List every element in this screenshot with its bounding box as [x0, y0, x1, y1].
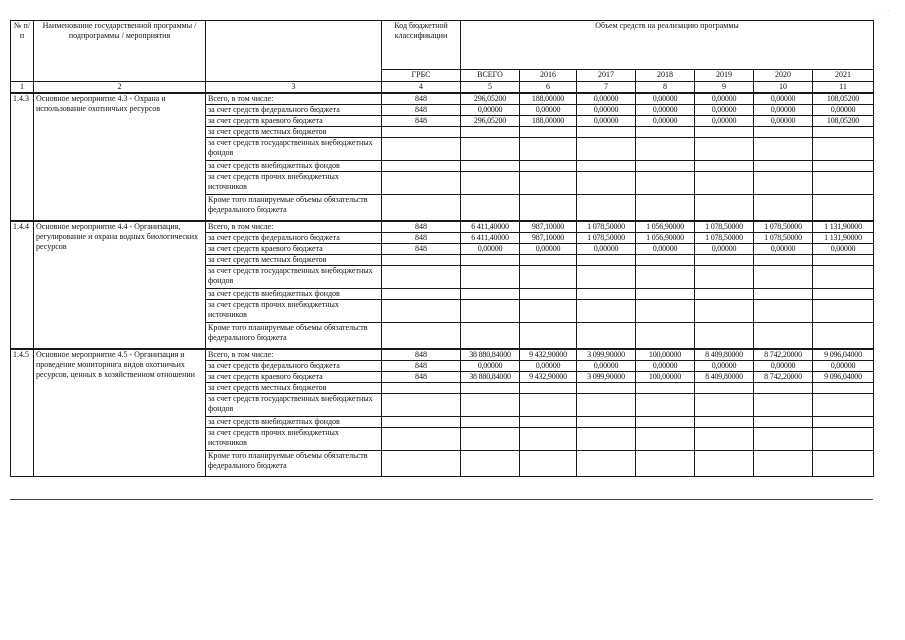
column-number: 3: [206, 82, 382, 94]
amount-cell: 0,00000: [577, 244, 636, 255]
amount-cell: [577, 451, 636, 477]
column-number: 1: [11, 82, 34, 94]
amount-cell: 9 432,90000: [520, 349, 577, 361]
amount-cell: [520, 266, 577, 289]
amount-cell: 0,00000: [520, 361, 577, 372]
amount-cell: [520, 289, 577, 300]
amount-cell: [754, 383, 813, 394]
amount-cell: [813, 289, 874, 300]
scan-mark: · · ·: [876, 8, 891, 14]
amount-cell: [636, 451, 695, 477]
funding-source: за счет средств внебюджетных фондов: [206, 289, 382, 300]
amount-cell: 1 078,50000: [695, 221, 754, 233]
funding-source: Всего, в том числе:: [206, 221, 382, 233]
grbs-cell: [382, 127, 461, 138]
amount-cell: [520, 300, 577, 323]
funding-source: Кроме того планируемые объемы обязательств федерального бюджета: [206, 195, 382, 222]
row-code: 1.4.4: [11, 221, 34, 349]
amount-cell: 0,00000: [461, 105, 520, 116]
amount-cell: [813, 255, 874, 266]
header-row: [11, 21, 874, 70]
column-number-row: [11, 82, 874, 94]
amount-cell: [813, 394, 874, 417]
funding-source: за счет средств внебюджетных фондов: [206, 417, 382, 428]
funding-source: за счет средств краевого бюджета: [206, 116, 382, 127]
amount-cell: [461, 195, 520, 222]
amount-cell: 0,00000: [577, 93, 636, 105]
amount-cell: [461, 138, 520, 161]
amount-cell: [461, 394, 520, 417]
amount-cell: [813, 266, 874, 289]
amount-cell: [754, 428, 813, 451]
grbs-cell: [382, 172, 461, 195]
table-row: [11, 93, 874, 105]
amount-cell: [636, 138, 695, 161]
header-year: 2016: [520, 70, 577, 82]
amount-cell: [636, 428, 695, 451]
amount-cell: 9 096,04000: [813, 372, 874, 383]
amount-cell: 38 880,84000: [461, 349, 520, 361]
amount-cell: [636, 161, 695, 172]
amount-cell: [520, 161, 577, 172]
amount-cell: [754, 451, 813, 477]
funding-source: Кроме того планируемые объемы обязательств федерального бюджета: [206, 451, 382, 477]
amount-cell: 0,00000: [636, 105, 695, 116]
amount-cell: [695, 428, 754, 451]
amount-cell: 0,00000: [754, 93, 813, 105]
amount-cell: [461, 300, 520, 323]
amount-cell: [461, 417, 520, 428]
grbs-cell: [382, 323, 461, 350]
amount-cell: 108,05200: [813, 116, 874, 127]
amount-cell: 3 099,90000: [577, 372, 636, 383]
amount-cell: [461, 161, 520, 172]
grbs-cell: 848: [382, 233, 461, 244]
funding-source: за счет средств прочих внебюджетных источников: [206, 428, 382, 451]
amount-cell: [461, 266, 520, 289]
header-year: 2020: [754, 70, 813, 82]
amount-cell: 6 411,40000: [461, 221, 520, 233]
column-number: 9: [695, 82, 754, 94]
amount-cell: [695, 394, 754, 417]
amount-cell: 0,00000: [461, 244, 520, 255]
amount-cell: 0,00000: [636, 116, 695, 127]
row-title: Основное мероприятие 4.3 - Охрана и использование охотничьих ресурсов: [34, 93, 206, 221]
grbs-cell: 848: [382, 372, 461, 383]
funding-source: за счет средств прочих внебюджетных источников: [206, 172, 382, 195]
amount-cell: [636, 127, 695, 138]
amount-cell: 0,00000: [636, 93, 695, 105]
amount-cell: 0,00000: [813, 244, 874, 255]
amount-cell: 0,00000: [461, 361, 520, 372]
amount-cell: [754, 161, 813, 172]
amount-cell: 108,05200: [813, 93, 874, 105]
column-number: 6: [520, 82, 577, 94]
amount-cell: 0,00000: [754, 361, 813, 372]
header-num: № п/п: [11, 21, 34, 82]
amount-cell: [695, 266, 754, 289]
funding-source: Всего, в том числе:: [206, 93, 382, 105]
amount-cell: 0,00000: [577, 116, 636, 127]
amount-cell: 0,00000: [520, 244, 577, 255]
amount-cell: 188,00000: [520, 116, 577, 127]
amount-cell: [813, 428, 874, 451]
amount-cell: [577, 383, 636, 394]
amount-cell: [461, 428, 520, 451]
amount-cell: 1 056,90000: [636, 221, 695, 233]
amount-cell: [520, 428, 577, 451]
funding-source: за счет средств краевого бюджета: [206, 372, 382, 383]
grbs-cell: [382, 451, 461, 477]
funding-source: за счет средств прочих внебюджетных источников: [206, 300, 382, 323]
header-total: ВСЕГО: [461, 70, 520, 82]
amount-cell: 987,10000: [520, 221, 577, 233]
amount-cell: [577, 138, 636, 161]
grbs-cell: 848: [382, 361, 461, 372]
amount-cell: [813, 138, 874, 161]
column-number: 8: [636, 82, 695, 94]
amount-cell: [577, 323, 636, 350]
funding-source: за счет средств государственных внебюджетных фондов: [206, 394, 382, 417]
amount-cell: [695, 451, 754, 477]
amount-cell: 3 099,90000: [577, 349, 636, 361]
amount-cell: [813, 323, 874, 350]
amount-cell: 1 056,90000: [636, 233, 695, 244]
amount-cell: [461, 255, 520, 266]
amount-cell: [636, 266, 695, 289]
amount-cell: [636, 417, 695, 428]
funding-source: Всего, в том числе:: [206, 349, 382, 361]
amount-cell: [520, 172, 577, 195]
amount-cell: 8 409,80000: [695, 372, 754, 383]
amount-cell: [577, 289, 636, 300]
amount-cell: [577, 172, 636, 195]
header-grbs: ГРБС: [382, 70, 461, 82]
grbs-cell: 848: [382, 116, 461, 127]
amount-cell: [636, 300, 695, 323]
amount-cell: [520, 255, 577, 266]
amount-cell: 0,00000: [695, 105, 754, 116]
funding-source: за счет средств федерального бюджета: [206, 105, 382, 116]
amount-cell: [813, 172, 874, 195]
amount-cell: 8 742,20000: [754, 372, 813, 383]
funding-source: за счет средств местных бюджетов: [206, 255, 382, 266]
funding-source: за счет средств местных бюджетов: [206, 127, 382, 138]
amount-cell: 296,05200: [461, 93, 520, 105]
amount-cell: [754, 289, 813, 300]
header-year: 2021: [813, 70, 874, 82]
header-volume: Объем средств на реализацию программы: [461, 21, 874, 70]
amount-cell: [461, 127, 520, 138]
funding-source: за счет средств государственных внебюджетных фондов: [206, 138, 382, 161]
amount-cell: [695, 300, 754, 323]
header-year: 2018: [636, 70, 695, 82]
amount-cell: [577, 394, 636, 417]
amount-cell: [577, 195, 636, 222]
amount-cell: [813, 451, 874, 477]
amount-cell: [695, 161, 754, 172]
header-year: 2019: [695, 70, 754, 82]
funding-source: за счет средств внебюджетных фондов: [206, 161, 382, 172]
amount-cell: 0,00000: [754, 116, 813, 127]
table-bottom-rule: [10, 499, 873, 500]
amount-cell: [461, 289, 520, 300]
amount-cell: 0,00000: [636, 244, 695, 255]
amount-cell: [695, 323, 754, 350]
amount-cell: [520, 138, 577, 161]
amount-cell: [461, 451, 520, 477]
amount-cell: 0,00000: [695, 244, 754, 255]
amount-cell: 1 078,50000: [695, 233, 754, 244]
grbs-cell: 848: [382, 105, 461, 116]
amount-cell: 0,00000: [695, 361, 754, 372]
amount-cell: [520, 195, 577, 222]
header-source: [206, 21, 382, 82]
table-row: [11, 221, 874, 233]
amount-cell: 1 078,50000: [577, 221, 636, 233]
column-number: 11: [813, 82, 874, 94]
amount-cell: [520, 323, 577, 350]
amount-cell: [636, 172, 695, 195]
budget-table: [10, 20, 874, 477]
amount-cell: [695, 195, 754, 222]
amount-cell: 1 131,90000: [813, 233, 874, 244]
amount-cell: 8 742,20000: [754, 349, 813, 361]
amount-cell: [636, 255, 695, 266]
amount-cell: [577, 255, 636, 266]
amount-cell: 0,00000: [754, 244, 813, 255]
header-year: 2017: [577, 70, 636, 82]
funding-source: Кроме того планируемые объемы обязательств федерального бюджета: [206, 323, 382, 350]
amount-cell: [754, 300, 813, 323]
amount-cell: [754, 172, 813, 195]
amount-cell: [695, 255, 754, 266]
grbs-cell: [382, 266, 461, 289]
amount-cell: [577, 266, 636, 289]
amount-cell: [813, 417, 874, 428]
column-number: 4: [382, 82, 461, 94]
funding-source: за счет средств федерального бюджета: [206, 233, 382, 244]
amount-cell: [520, 417, 577, 428]
amount-cell: 0,00000: [813, 361, 874, 372]
amount-cell: 0,00000: [577, 105, 636, 116]
amount-cell: 0,00000: [636, 361, 695, 372]
column-number: 10: [754, 82, 813, 94]
amount-cell: [461, 383, 520, 394]
amount-cell: [577, 428, 636, 451]
amount-cell: 0,00000: [577, 361, 636, 372]
amount-cell: [520, 394, 577, 417]
funding-source: за счет средств федерального бюджета: [206, 361, 382, 372]
amount-cell: [813, 161, 874, 172]
amount-cell: [577, 300, 636, 323]
amount-cell: [813, 383, 874, 394]
amount-cell: [461, 323, 520, 350]
grbs-cell: 848: [382, 93, 461, 105]
amount-cell: [813, 300, 874, 323]
amount-cell: [695, 383, 754, 394]
amount-cell: 0,00000: [813, 105, 874, 116]
table-row: [11, 349, 874, 361]
amount-cell: 0,00000: [520, 105, 577, 116]
amount-cell: [520, 383, 577, 394]
amount-cell: [577, 127, 636, 138]
grbs-cell: [382, 289, 461, 300]
amount-cell: [695, 172, 754, 195]
funding-source: за счет средств местных бюджетов: [206, 383, 382, 394]
amount-cell: 1 078,50000: [754, 233, 813, 244]
amount-cell: 1 078,50000: [577, 233, 636, 244]
amount-cell: [754, 323, 813, 350]
header-name: Наименование государственной программы / подпрограммы / мероприятия: [34, 21, 206, 82]
amount-cell: [695, 127, 754, 138]
grbs-cell: 848: [382, 221, 461, 233]
row-title: Основное мероприятие 4.4 - Организация, регулирование и охрана водных биологических ресурсов: [34, 221, 206, 349]
amount-cell: 9 432,90000: [520, 372, 577, 383]
amount-cell: [695, 289, 754, 300]
amount-cell: [754, 195, 813, 222]
amount-cell: [813, 195, 874, 222]
amount-cell: 100,00000: [636, 372, 695, 383]
grbs-cell: 848: [382, 349, 461, 361]
grbs-cell: [382, 428, 461, 451]
amount-cell: [636, 323, 695, 350]
amount-cell: [695, 138, 754, 161]
amount-cell: [577, 417, 636, 428]
amount-cell: 100,00000: [636, 349, 695, 361]
amount-cell: [636, 289, 695, 300]
amount-cell: [520, 451, 577, 477]
amount-cell: [754, 138, 813, 161]
row-code: 1.4.3: [11, 93, 34, 221]
grbs-cell: [382, 300, 461, 323]
amount-cell: [636, 383, 695, 394]
amount-cell: 0,00000: [695, 116, 754, 127]
column-number: 2: [34, 82, 206, 94]
funding-source: за счет средств краевого бюджета: [206, 244, 382, 255]
amount-cell: 6 411,40000: [461, 233, 520, 244]
header-code: Код бюджетной классификации: [382, 21, 461, 70]
amount-cell: 987,10000: [520, 233, 577, 244]
amount-cell: [577, 161, 636, 172]
funding-source: за счет средств государственных внебюджетных фондов: [206, 266, 382, 289]
amount-cell: [636, 394, 695, 417]
amount-cell: 38 880,84000: [461, 372, 520, 383]
amount-cell: [754, 266, 813, 289]
amount-cell: [754, 127, 813, 138]
amount-cell: 1 131,90000: [813, 221, 874, 233]
amount-cell: 8 409,80000: [695, 349, 754, 361]
amount-cell: 188,00000: [520, 93, 577, 105]
column-number: 7: [577, 82, 636, 94]
grbs-cell: [382, 255, 461, 266]
amount-cell: [813, 127, 874, 138]
amount-cell: [695, 417, 754, 428]
row-code: 1.4.5: [11, 349, 34, 477]
grbs-cell: [382, 161, 461, 172]
amount-cell: [754, 255, 813, 266]
amount-cell: 9 096,04000: [813, 349, 874, 361]
row-title: Основное мероприятие 4.5 - Организация и проведение мониторинга видов охотничьих ресурсов, ценных в хозяйственном отношении: [34, 349, 206, 477]
amount-cell: [636, 195, 695, 222]
amount-cell: 296,05200: [461, 116, 520, 127]
amount-cell: [520, 127, 577, 138]
grbs-cell: 848: [382, 244, 461, 255]
grbs-cell: [382, 417, 461, 428]
amount-cell: 0,00000: [695, 93, 754, 105]
amount-cell: 0,00000: [754, 105, 813, 116]
amount-cell: [754, 417, 813, 428]
grbs-cell: [382, 394, 461, 417]
grbs-cell: [382, 195, 461, 222]
amount-cell: 1 078,50000: [754, 221, 813, 233]
grbs-cell: [382, 383, 461, 394]
amount-cell: [754, 394, 813, 417]
column-number: 5: [461, 82, 520, 94]
grbs-cell: [382, 138, 461, 161]
amount-cell: [461, 172, 520, 195]
